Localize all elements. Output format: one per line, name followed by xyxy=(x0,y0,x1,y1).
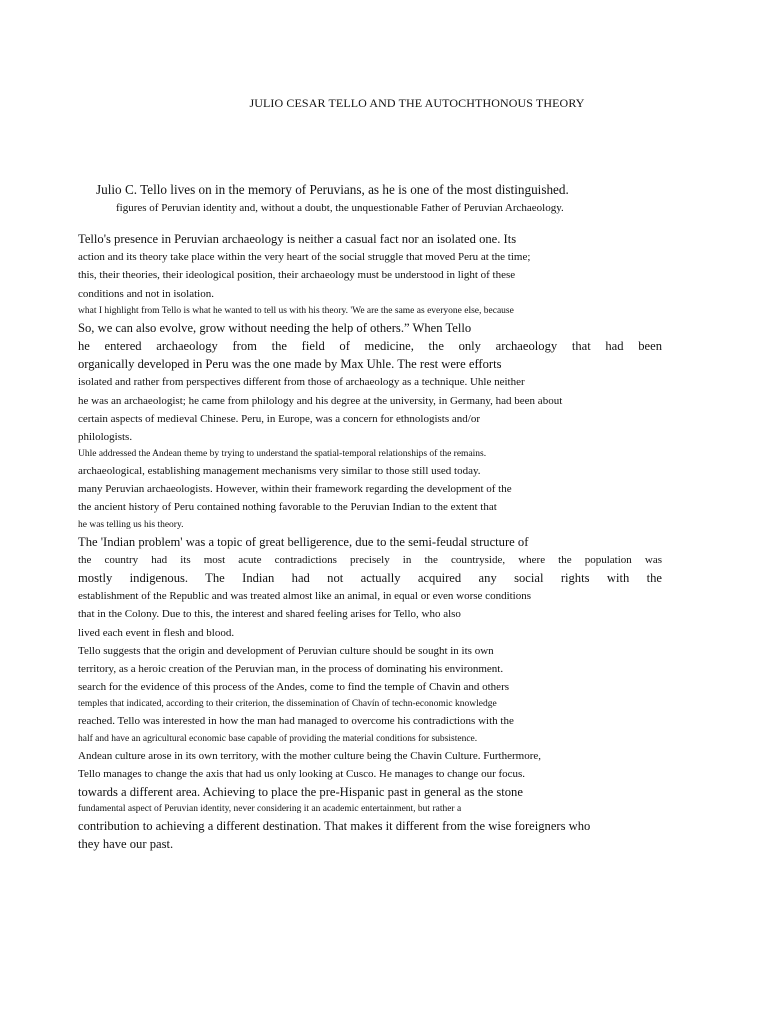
body-line: reached. Tello was interested in how the man had managed to overcome his contradictions with the xyxy=(78,715,514,728)
intro-line-2: figures of Peruvian identity and, without a doubt, the unquestionable Father of Peruvian Archaeology. xyxy=(116,202,564,214)
body-line: the ancient history of Peru contained nothing favorable to the Peruvian Indian to the extent that xyxy=(78,501,497,514)
body-line: Uhle addressed the Andean theme by trying to understand the spatial-temporal relationships of the remains. xyxy=(78,449,487,460)
body-line: half and have an agricultural economic base capable of providing the material conditions for subsistence. xyxy=(78,733,478,744)
body-line: action and its theory take place within the very heart of the social struggle that moved Peru at the time; xyxy=(78,251,531,264)
body-line: towards a different area. Achieving to place the pre-Hispanic past in general as the stone xyxy=(78,784,523,799)
body-line: conditions and not in isolation. xyxy=(78,287,214,300)
body-line: establishment of the Republic and was treated almost like an animal, in equal or even worse conditions xyxy=(78,590,532,603)
body-line: Tello suggests that the origin and development of Peruvian culture should be sought in its own xyxy=(78,644,494,657)
intro-line-1: Julio C. Tello lives on in the memory of Peruvians, as he is one of the most distinguished. xyxy=(96,182,569,197)
body-line: he entered archaeology from the field of medicine, the only archaeology that had been xyxy=(78,338,662,353)
body-line: he was an archaeologist; he came from philology and his degree at the university, in Germany, had been about xyxy=(78,394,563,407)
body-line: he was telling us his theory. xyxy=(78,519,184,530)
body-line: search for the evidence of this process of the Andes, come to find the temple of Chavin and others xyxy=(78,681,510,694)
body-line: archaeological, establishing management mechanisms very similar to those still used today. xyxy=(78,465,481,478)
body-line: many Peruvian archaeologists. However, within their framework regarding the development of the xyxy=(78,483,512,496)
body-line: Andean culture arose in its own territory, with the mother culture being the Chavin Culture. Furthermore, xyxy=(78,749,541,762)
body-line: philologists. xyxy=(78,430,133,443)
body-line: the country had its most acute contradictions precisely in the countryside, where the population was xyxy=(78,553,662,566)
body-line: what I highlight from Tello is what he wanted to tell us with his theory. 'We are the same as everyone else, because xyxy=(78,305,514,316)
body-line: certain aspects of medieval Chinese. Peru, in Europe, was a concern for ethnologists and/or xyxy=(78,412,480,425)
body-line: So, we can also evolve, grow without needing the help of others.” When Tello xyxy=(78,320,472,335)
body-line: Tello manages to change the axis that had us only looking at Cusco. He manages to change our focus. xyxy=(78,767,526,780)
body-line: they have our past. xyxy=(78,837,174,852)
body-line: mostly indigenous. The Indian had not actually acquired any social rights with the xyxy=(78,571,662,585)
body-line: this, their theories, their ideological position, their archaeology must be understood in light of these xyxy=(78,269,516,282)
body-line: fundamental aspect of Peruvian identity, never considering it an academic entertainment, but rather a xyxy=(78,804,462,815)
body-line: isolated and rather from perspectives different from those of archaeology as a technique. Uhle neither xyxy=(78,376,525,389)
body-line: temples that indicated, according to their criterion, the dissemination of Chavín of techn-economic knowledge xyxy=(78,699,497,710)
body-line: contribution to achieving a different destination. That makes it different from the wise foreigners who xyxy=(78,819,591,834)
body-line: territory, as a heroic creation of the Peruvian man, in the process of dominating his environment. xyxy=(78,662,504,675)
body-line: that in the Colony. Due to this, the interest and shared feeling arises for Tello, who also xyxy=(78,608,461,621)
document-title: JULIO CESAR TELLO AND THE AUTOCHTHONOUS THEORY xyxy=(249,96,585,110)
body-line: lived each event in flesh and blood. xyxy=(78,626,235,639)
body-line: organically developed in Peru was the one made by Max Uhle. The rest were efforts xyxy=(78,357,502,372)
body-line: The 'Indian problem' was a topic of great belligerence, due to the semi-feudal structure of xyxy=(78,534,529,549)
document-body xyxy=(78,230,668,853)
body-line: Tello's presence in Peruvian archaeology is neither a casual fact nor an isolated one. Its xyxy=(78,232,517,246)
